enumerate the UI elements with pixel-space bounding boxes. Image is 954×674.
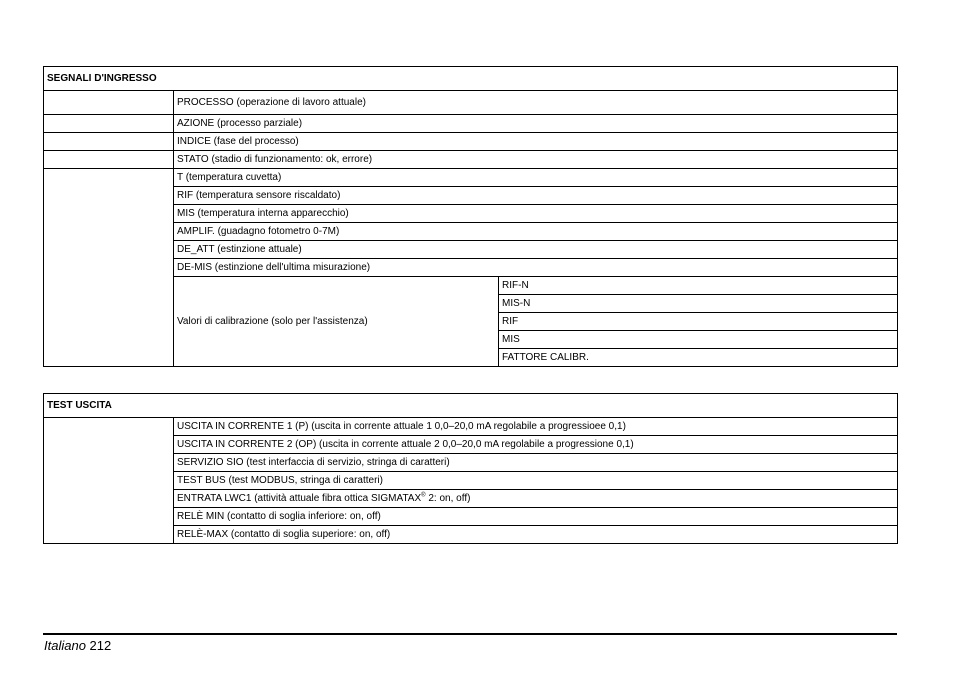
- test-output-header: TEST USCITA: [44, 394, 898, 418]
- calibration-value-mis: MIS: [499, 331, 898, 349]
- row-processo: PROCESSO (operazione di lavoro attuale): [174, 91, 898, 115]
- row-azione: AZIONE (processo parziale): [174, 115, 898, 133]
- input-signals-header: SEGNALI D'INGRESSO: [44, 67, 898, 91]
- empty-cell: [44, 133, 174, 151]
- footer-language: Italiano: [44, 638, 86, 653]
- row-rif: RIF (temperatura sensore riscaldato): [174, 187, 898, 205]
- empty-group-cell: [44, 418, 174, 544]
- page-footer: [44, 638, 111, 654]
- empty-cell: [44, 115, 174, 133]
- calibration-value-rif: RIF: [499, 313, 898, 331]
- lwc1-text-end: 2: on, off): [425, 492, 471, 504]
- registered-mark: ®: [421, 492, 426, 499]
- footer-divider: [43, 633, 897, 635]
- empty-group-cell: [44, 169, 174, 367]
- row-indice: INDICE (fase del processo): [174, 133, 898, 151]
- empty-cell: [44, 91, 174, 115]
- row-t: T (temperatura cuvetta): [174, 169, 898, 187]
- row-rele-min: RELÈ MIN (contatto di soglia inferiore: on, off): [174, 508, 898, 526]
- row-mis: MIS (temperatura interna apparecchio): [174, 205, 898, 223]
- row-stato: STATO (stadio di funzionamento: ok, errore): [174, 151, 898, 169]
- row-amplif: AMPLIF. (guadagno fotometro 0-7M): [174, 223, 898, 241]
- calibration-value-rif-n: RIF-N: [499, 277, 898, 295]
- row-uscita-corrente-1: USCITA IN CORRENTE 1 (P) (uscita in corrente attuale 1 0,0–20,0 mA regolabile a progressioee 0,1): [174, 418, 898, 436]
- row-test-bus: TEST BUS (test MODBUS, stringa di caratteri): [174, 472, 898, 490]
- test-output-table: [43, 393, 898, 544]
- lwc1-text: ENTRATA LWC1 (attività attuale fibra ottica SIGMATAX: [177, 492, 422, 504]
- row-rele-max: RELÈ-MAX (contatto di soglia superiore: on, off): [174, 526, 898, 544]
- page-number: 212: [89, 638, 112, 653]
- row-uscita-corrente-2: USCITA IN CORRENTE 2 (OP) (uscita in corrente attuale 2 0,0–20,0 mA regolabile a progressione 0,1): [174, 436, 898, 454]
- row-servizio-sio: SERVIZIO SIO (test interfaccia di servizio, stringa di caratteri): [174, 454, 898, 472]
- calibration-value-mis-n: MIS-N: [499, 295, 898, 313]
- row-de-mis: DE-MIS (estinzione dell'ultima misurazione): [174, 259, 898, 277]
- calibration-value-fattore: FATTORE CALIBR.: [499, 349, 898, 367]
- input-signals-table: [43, 66, 898, 367]
- row-entrata-lwc1: [174, 490, 898, 508]
- calibration-label: Valori di calibrazione (solo per l'assistenza): [174, 277, 499, 367]
- row-de-att: DE_ATT (estinzione attuale): [174, 241, 898, 259]
- empty-cell: [44, 151, 174, 169]
